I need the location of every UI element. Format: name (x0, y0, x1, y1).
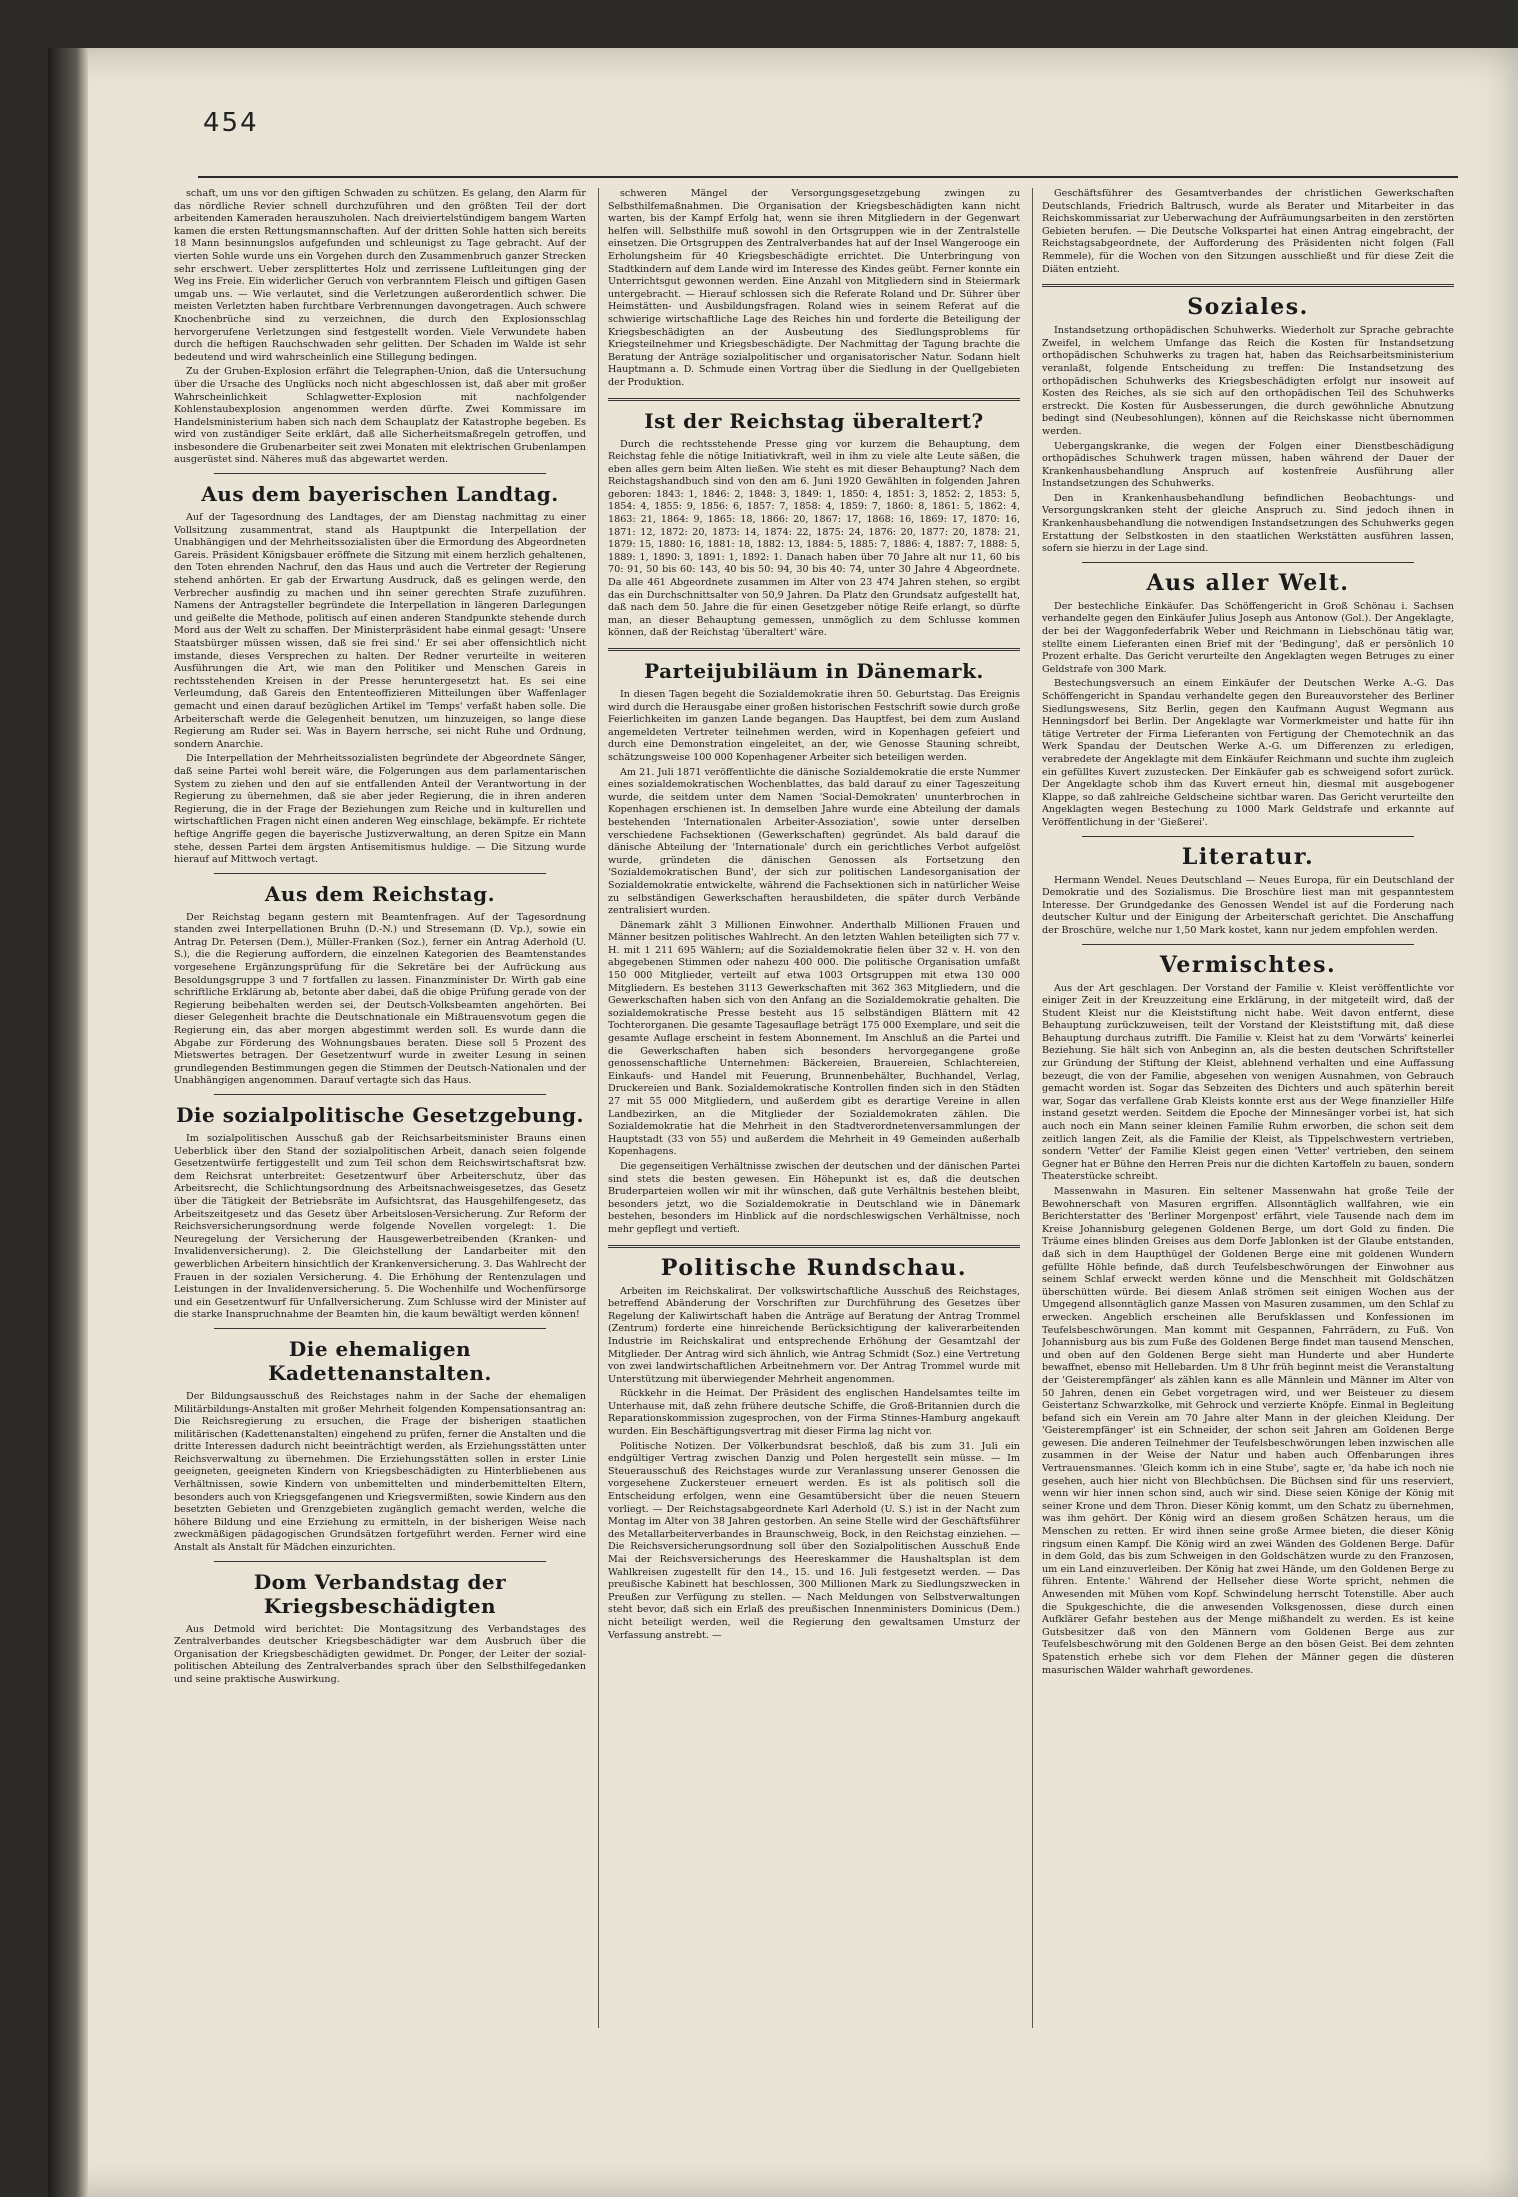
column-1 (174, 188, 586, 2028)
headline-sozialpolitische-gesetzgebung: Die sozialpolitische Gesetzgebung. (176, 1103, 584, 1127)
article-paragraph: schweren Mängel der Versorgungsgesetzgebung zwingen zu Selbsthilfemaßnahmen. Die Organisation der Kriegsbeschädigten kann nicht warten, bis der Kampf Erfolg hat, wenn sie ihren Mitgliedern in der Gegenwart helfen will. Selbsthilfe muß sowohl in den Ortsgruppen wie in der Zentralstelle einsetzen. Die Ortsgruppen des Zentralverbandes hat auf der Insel Wangerooge ein Erholungsheim für 40 Kriegsbeschädigte errichtet. Die Unterbringung von Stadtkindern auf dem Lande wird im Interesse des Kindes geübt. Ferner konnte ein Unterrichtsgut gewonnen werden. Eine Anzahl von Mitgliedern sind in Steiermark untergebracht. — Hierauf schlossen sich die Referate Roland und Dr. Sührer über Heimstätten- und Ausbildungsfragen. Roland wies in seinem Referat auf die schwierige wirtschaftliche Lage des Reiches hin und forderte die Beteiligung der Kriegsbeschädigten an der Ausbeutung des Siedlungsproblems für Kriegsteilnehmer und Kriegsbeschädigte. Der Nachmittag der Tagung brachte die Beratung der Anträge sozialpolitischer und organisatorischer Natur. Sodann hielt Hauptmann a. D. Schmude einen Vortrag über die Siedlung in der Quellgebieten der Produktion. (608, 188, 1020, 388)
separator (608, 1245, 1020, 1248)
separator (214, 1561, 546, 1562)
article-paragraph: Im sozialpolitischen Ausschuß gab der Reichsarbeitsminister Brauns einen Ueberblick über den Stand der sozialpolitischen Arbeit, danach seien folgende Gesetzentwürfe fertiggestellt und zum Teil schon dem Reichswirtschaftsrat bzw. dem Reichsrat unterbreitet: Gesetzentwurf über Arbeiterschutz, über das Arbeitsrecht, die Schlichtungsordnung des Arbeitsnachweisgesetzes, das Gesetz über die Tätigkeit der Betriebsräte im Aufsichtsrat, das Hausgehilfengesetz, das Arbeitszeitgesetz und das Gesetz über Arbeitslosen-Versicherung. Zur Reform der Reichsversicherungsordnung werde folgende Novellen vorgelegt: 1. Die Neuregelung der Versicherung der Hausgewerbetreibenden (Kranken- und Invalidenversicherung). 2. Die Gleichstellung der Landarbeiter mit den gewerblichen Arbeitern hinsichtlich der Krankenversicherung. 3. Das Wahlrecht der Frauen in der sozialen Versicherung. 4. Die Erhöhung der Rentenzulagen und Leistungen in der Invalidenversicherung. 5. Die Wochenhilfe und Wochenfürsorge und ein Gesetzentwurf für Unfallversicherung. Zum Schlusse wird der Minister auf die starke Inanspruchnahme der Beamten hin, die kaum bewältigt werden können! (174, 1133, 586, 1321)
separator (214, 873, 546, 874)
column-divider (1032, 188, 1033, 2028)
headline-aus-aller-welt: Aus aller Welt. (1146, 569, 1350, 596)
article-paragraph: In diesen Tagen begeht die Sozialdemokratie ihren 50. Geburtstag. Das Ereignis wird durch die Herausgabe einer großen historischen Festschrift sowie durch große Feierlichkeiten im ganzen Lande begangen. Das Hauptfest, bei dem zum Ausland angemeldeten Vertreter teilnehmen werden, wird in Kopenhagen gefeiert und durch eine Demonstration eingeleitet, an der, wie Genosse Stauning schreibt, schätzungsweise 100 000 Kopenhagener Arbeiter sich beteiligen werden. (608, 689, 1020, 763)
headline-kadettenanstalten: Die ehemaligen Kadettenanstalten. (268, 1336, 492, 1385)
article-paragraph: Der bestechliche Einkäufer. Das Schöffengericht in Groß Schönau i. Sachsen verhandelte gegen den Einkäufer Julius Joseph aus Antonow (Gol.). Der Angeklagte, der bei der Waggonfederfabrik Weber und Reichmann in Liebschönau tätig war, stellte einem Lieferanten einen Brief mit der 'Bedingung', daß er persönlich 10 Prozent erhalte. Das Gericht verurteilte den Angeklagten wegen Betruges zu einer Geldstrafe von 300 Mark. (1042, 600, 1454, 675)
column-3 (1042, 188, 1454, 2028)
separator (1082, 944, 1414, 945)
article-paragraph: Massenwahn in Masuren. Ein seltener Massenwahn hat große Teile der Bewohnerschaft von Masuren ergriffen. Allsonntäglich wallfahren, wie ein Berichterstatter des 'Berliner Morgenpost' erfährt, viele Tausende nach dem im Kreise Johannisburg gelegenen Goldenen Berge, um dort Gold zu finden. Die Träume eines blinden Greises aus dem Dorfe Jablonken ist der Glaube entstanden, daß sich in dem Haupthügel der Goldenen Berge eine mit goldenen Wundern gefüllte Höhle befinde, daß durch Teufelsbeschwörungen der Einwohner aus seinem Schlaf erweckt werden könne und die Menschheit mit Goldschätzen überschütten würde. Bei diesem Anlaß strömen seit einigen Wochen aus der Umgegend allsonntäglich ganze Massen von Masuren zusammen, um den Schlaf zu erwecken. Angeblich erscheinen alle Berufsklassen und Konfessionen im Teufelsbeschwörungen. Man kommt mit Gespannen, Fahrrädern, zu Fuß. Von Johannisburg aus bis zum Fuße des Goldenen Berge findet man tausend Menschen, und oben auf den Goldenen Berge sieht man Hunderte und aber Hunderte bewaffnet, ebenso mit Hellebarden. Um 8 Uhr früh beginnt meist die Veranstaltung der 'Geisterempfänger' als zählen kann es alle Männlein und Männer im Alter von 50 Jahren, denen ein Gebet vorgetragen wird, und wer Beisteuer zu diesem Geistertanz Schwarzkolke, mit Gehrock und verzierte Knöpfe. Einmal in Begleitung befand sich ein Verein am 70 Jahre alter Mann in der gleichen Kleidung. Der 'Geisterempfänger' ist ein Schneider, der schon seit Jahren am Goldenen Berge gewesen. Die anderen Teilnehmer der Teufelsbeschwörungen leben inzwischen alle zusammen in der Weise der Natur und haben auch Offenbarungen ihres Vertrauensmannes. 'Gleich komm ich in eine Stube', sagte er, 'da habe ich noch nie gesehen, auch hier nicht von Blechbüchsen. Die Büchsen sind für uns reserviert, wenn wir hier innen schon sind, auch wir sind. Diese seien Könige der König mit seiner Krone und dem Thron. Dieser König kommt, um den Schatz zu übernehmen, was ihm gehört. Der König wird an diesem großen Schätzen heraus, um die Menschen zu retten. Er wird ihnen seine große Armee bieten, die dieser König ringsum einen Kampf. Die König wird an zwei Wänden des Goldenen Berge. Dafür in dem Gold, das bis zum Schweigen in den Goldschätzen wurde zu den Franzosen, um ein Land einzuverleiben. Der König hat zwei Hände, um den Goldenen Berge zu führen. Entente.' Während der Hellseher diese Worte spricht, nehmen die Anwesenden mit Mühen vom Kopf. Schwindelung herrscht Totenstille. Aber auch die Spukgeschichte, die die anwesenden Volksgenossen, diese durch einen Aufklärer Gefahr bestehen aus der Menge mißhandelt zu werden. Es ist keine Gutsbesitzer daß von den Männern vom Goldenen Berge aus zur Teufelsbeschwörung mit den Goldenen Berge an den bösen Geist. Bei dem zehnten Spatenstich erhebe sich vor dem Flehen der Männer gegen die düsteren masurischen Wälder wahrhaft gewordenes. (1042, 1186, 1454, 1676)
article-paragraph: Durch die rechtsstehende Presse ging vor kurzem die Behauptung, dem Reichstag fehle die nötige Initiativkraft, weil in ihm zu viele alte Leute säßen, die eben alles gern beim Alten ließen. Wie steht es mit dieser Behauptung? Nach dem Reichstagshandbuch sind von den am 6. Juni 1920 Gewählten in folgenden Jahren geboren: 1843: 1, 1846: 2, 1848: 3, 1849: 1, 1850: 4, 1851: 3, 1852: 2, 1853: 5, 1854: 4, 1855: 9, 1856: 6, 1857: 7, 1858: 4, 1859: 7, 1860: 8, 1861: 5, 1862: 4, 1863: 21, 1864: 9, 1865: 18, 1866: 20, 1867: 17, 1868: 16, 1869: 17, 1870: 16, 1871: 12, 1872: 20, 1873: 14, 1874: 22, 1875: 24, 1876: 20, 1877: 20, 1878: 21, 1879: 15, 1880: 16, 1881: 18, 1882: 13, 1884: 5, 1885: 7, 1886: 4, 1887: 7, 1888: 5, 1889: 1, 1890: 3, 1891: 1, 1892: 1. Danach haben über 70 Jahre alt nur 11, 60 bis 70: 91, 50 bis 60: 143, 40 bis 50: 94, 30 bis 40: 74, unter 30 Jahre 4 Abgeordnete. Da alle 461 Abgeordnete zusammen im Alter von 23 474 Jahren stehen, so ergibt das ein Durchschnittsalter von 50,9 Jahren. Da Platz den Grundsatz aufgestellt hat, daß nach dem 50. Jahre die für einen Gesetzgeber nötige Reife erlangt, so dürfte man, an dieser Behauptung gemessen, unmöglich zu dem Schlusse kommen können, daß der Reichstag 'überaltert' wäre. (608, 438, 1020, 639)
separator (214, 473, 546, 474)
headline-bavarian-landtag: Aus dem bayerischen Landtag. (201, 482, 559, 507)
separator (214, 1094, 546, 1095)
book-binding (48, 48, 88, 2197)
article-paragraph: Dänemark zählt 3 Millionen Einwohner. Anderthalb Millionen Frauen und Männer besitzen politisches Wahlrecht. An den letzten Wahlen beteiligten sich 77 v. H. mit 1 211 695 Wählern; auf die Sozialdemokratie fielen über 32 v. H. von den abgegebenen Stimmen oder nahezu 400 000. Die politische Organisation umfaßt 150 000 Mitglieder, verteilt auf etwa 1003 Ortsgruppen mit etwa 130 000 Mitgliedern. Es bestehen 3113 Gewerkschaften mit 362 363 Mitgliedern, und die Gewerkschaften haben sich von den Anfang an die Sozialdemokratie gehalten. Die sozialdemokratische Presse besteht aus 15 selbständigen Blättern mit 42 Tochterorganen. Die gesamte Tagesauflage beträgt 175 000 Exemplare, und seit die gesamte Auflage erscheint in festem Abonnement. Im Anschluß an die Partei und die Gewerkschaften haben sich besonders hervorgegangene große genossenschaftliche Unternehmen: Bäckereien, Brauereien, Schlachtereien, Einkaufs- und Handel mit Feuerung, Brunnenbehälter, Buchhandel, Verlag, Druckereien und Bank. Sozialdemokratische Kontrollen finden sich in den Städten 27 mit 55 000 Mitgliedern, und außerdem gibt es derartige Vereine in allen Landbezirken, an die Mitglieder der Sozialdemokraten zählen. Die Sozialdemokratie hat die Mehrheit in den Stadtverordnetenversammlungen der Hauptstadt (33 von 55) und außerdem die Mehrheit in 49 Gemeinden außerhalb Kopenhagens. (608, 919, 1020, 1158)
headline-parteijubilaeum: Parteijubiläum in Dänemark. (644, 659, 984, 683)
column-divider (598, 188, 599, 2028)
article-paragraph: Aus der Art geschlagen. Der Vorstand der Familie v. Kleist veröffentlichte vor einiger Zeit in der Kreuzzeitung eine Erklärung, in der mitgeteilt wird, daß der Student Kleist nur die Kleiststiftung nicht habe. Weit davon entfernt, diese Behauptung zurückzuweisen, teilt der Vorstand der Kleiststiftung mit, daß diese Behauptung durchaus zutrifft. Die Familie v. Kleist hat zu dem 'Vorwärts' keinerlei Beziehung. Sie hält sich von Anbeginn an, als die besten deutschen Schriftsteller zur Gründung der Stiftung der Kleist, ablehnend verhalten und eine Auffassung bezeugt, die von der Familie, abgesehen von wenigen Ausnahmen, von Gebrauch gemacht worden ist. Sogar das Sebzeiten des Dichters und auch späterhin bereit war, Sogar das verfallene Grab Kleists konnte erst aus der Wege finanzieller Hilfe instand gesetzt werden. Seitdem die Epoche der Minnesänger vorbei ist, hat sich auch noch ein Mann seiner kleinen Familie Ruhm erworben, die schon seit dem zeitlich langen Zeit, als die Familie der Kleist, als Tippelschwestern vertrieben, sondern 'Vetter' der Familie Kleist gegen einen 'Vetter' vertrieben, den seinem Gegner hat er Bühne den Herren Preis nur die dichten Kartoffeln zu bauen, sondern Theaterstücke schreibt. (1042, 982, 1454, 1183)
separator (1042, 284, 1454, 287)
separator (608, 398, 1020, 401)
article-paragraph: Geschäftsführer des Gesamtverbandes der christlichen Gewerkschaften Deutschlands, Friedrich Baltrusch, wurde als Berater und Mitarbeiter in das Reichskommissariat zur Ueberwachung der Aufräumungsarbeiten in den zerstörten Gebieten berufen. — Die Deutsche Volkspartei hat einen Antrag eingebracht, der Reichstagsabgeordnete, der Aufforderung des Präsidenten nicht folgen (Fall Remmele), für die Wochen von den Sitzungen ausschließt und für diese Zeit die Diäten entzieht. (1042, 188, 1454, 275)
article-paragraph: Rückkehr in die Heimat. Der Präsident des englischen Handelsamtes teilte im Unterhause mit, daß zehn frühere deutsche Schiffe, die Groß-Britannien durch die Reparationskommission zugesprochen, von der Firma Stinnes-Hamburg angekauft wurden. Ein Beschäftigungsvertrag mit dieser Firma lag nicht vor. (608, 1388, 1020, 1438)
article-paragraph: Politische Notizen. Der Völkerbundsrat beschloß, daß bis zum 31. Juli ein endgültiger Vertrag zwischen Danzig und Polen hergestellt sein müsse. — Im Steuerausschuß des Reichstages wurde zur Veranlassung unserer Genossen die vorgesehene Zuckersteuer erneuert werden. Es ist als politisch soll die Entscheidung erfolgen, wenn eine Gesamtübersicht über die neuen Steuern vorliegt. — Der Reichstagsabgeordnete Karl Aderhold (U. S.) ist in der Nacht zum Montag im Alter von 38 Jahren gestorben. An seine Stelle wird der Geschäftsführer des Metallarbeiterverbandes in Braunschweig, Bock, in den Reichstag einziehen. — Die Reichsversicherungsordnung soll über den Sozialpolitischen Ausschuß Ende Mai der Reichsversicherungs des Heereskammer die Haushaltsplan ist dem Wahlkreisen zugestellt für den 14., 15. und 16. Juli festgesetzt werden. — Das preußische Kabinett hat beschlossen, 300 Millionen Mark zu Siedlungszwecken in Preußen zur Verfügung zu stellen. — Nach Meldungen von Selbstverwaltungen steht bevor, daß sich ein Erlaß des preußischen Innenministers Dominicus (Dem.) nicht beteiligt werden, weil die Regierung den gewaltsamen Umsturz der Verfassung anstrebt. — (608, 1440, 1020, 1641)
article-paragraph: Am 21. Juli 1871 veröffentlichte die dänische Sozialdemokratie die erste Nummer eines sozialdemokratischen Wochenblattes, das bald darauf zu einer Tageszeitung wurde, die seitdem unter dem Namen 'Social-Demokraten' ununterbrochen in Kopenhagen erschienen ist. In demselben Jahre wurde eine Abteilung der damals bestehenden 'Internationalen Arbeiter-Assoziation', sowie unter derselben verschiedene Fachsektionen (Gewerkschaften) gegründet. Als bald darauf die dänische Abteilung der 'Internationale' durch ein gerichtliches Verbot aufgelöst wurde, gründeten die dänischen Genossen als Fortsetzung den 'Sozialdemokratischen Bund', der sich zur politischen Landesorganisation der Sozialdemokratie entwickelte, während die Fachsektionen sich in natürlicher Weise zu selbständigen Gewerkschaften herausbildeten, die später durch Verbände zentralisiert wurden. (608, 766, 1020, 917)
article-paragraph: Aus Detmold wird berichtet: Die Montagsitzung des Verbandstages des Zentralverbandes deutscher Kriegsbeschädigter war dem Ausbruch über die Organisation der Kriegsbeschädigten gewidmet. Dr. Ponger, der Leiter der sozial-politischen Abteilung des Zentralverbandes sprach über den Selbsthilfegedanken und seine praktische Auswirkung. (174, 1623, 586, 1685)
page-number: 454 (203, 108, 259, 138)
separator (1082, 836, 1414, 837)
separator (214, 1328, 546, 1329)
article-paragraph: Der Reichstag begann gestern mit Beamtenfragen. Auf der Tagesordnung standen zwei Interpellationen Bruhn (D.-N.) und Stresemann (D. Vp.), sowie ein Antrag Dr. Petersen (Dem.), Müller-Franken (Soz.), ferner ein Antrag Aderhold (U. S.), die die Regierung auffordern, die einzelnen Kategorien des Beamtenstandes vorgesehene Ergänzungsprüfung für die Sekretäre bei der Aufrückung aus Besoldungsgruppe 3 und 7 fortfallen zu lassen. Finanzminister Dr. Wirth gab eine schriftliche Erklärung ab, betonte aber dabei, daß die obige Prüfung gerade von der Regierung beibehalten werden sei, der Deutsch-Volksbeamten angehörten. Bei dieser Gelegenheit brachte die Deutschnationale ein Mißtrauensvotum gegen die Regierung ein, das aber morgen abgestimmt werden soll. Es wurde dann die Abgabe zur Förderung des Wohnungsbaues beraten. Diese soll 5 Prozent des Mietswertes betragen. Der Gesetzentwurf wurde in zweiter Lesung in seinen grundlegenden Bestimmungen gegen die Stimmen der Deutsch-Nationalen und der Unabhängigen angenommen. Darauf vertagte sich das Haus. (174, 911, 586, 1087)
article-paragraph: Bestechungsversuch an einem Einkäufer der Deutschen Werke A.-G. Das Schöffengericht in Spandau verhandelte gegen den Bureauvorsteher des Berliner Siedlungswesens, Sitz Berlin, gegen den Kaufmann August Wegmann aus Henningsdorf bei Berlin. Der Angeklagte war Vormerkmeister und hatte für ihn tätige Vertreter der Firma Lieferanten von Fertigung der Chemotechnik an das Werk Spandau der Deutschen Werke A.-G. um Differenzen zu erledigen, verabredete der Angeklagte mit dem Einkäufer Reichmann und suchte ihm zugleich ein gefülltes Kuvert zuzustecken. Der Einkäufer gab es schweigend sofort zurück. Der Angeklagte schob ihm das Kuvert erneut hin, diesmal mit ausgebogener Klappe, so daß zahlreiche Geldscheine sichtbar waren. Das Gericht verurteilte den Angeklagten wegen Bestechung zu 1000 Mark Geldstrafe und erkannte auf Veröffentlichung in der 'Gießerei'. (1042, 678, 1454, 828)
separator (1082, 562, 1414, 563)
article-paragraph: Instandsetzung orthopädischen Schuhwerks. Wiederholt zur Sprache gebrachte Zweifel, in welchem Umfange das Reich die Kosten für Instandsetzung orthopädischen Schuhwerks zu tragen hat, haben das Reichsarbeitsministerium veranlaßt, folgende Entscheidung zu treffen: Die Instandsetzung des orthopädischen Schuhwerks des Kriegsbeschädigten erfolgt nur insoweit auf Kosten des Reiches, als sie sich auf den orthopädischen Teil des Schuhwerks erstreckt. Die Kosten für Ausbesserungen, die durch gewöhnliche Abnutzung bedingt sind (Neubesohlungen), können auf die Reichskasse nicht übernommen werden. (1042, 325, 1454, 437)
article-paragraph: Die Interpellation der Mehrheitssozialisten begründete der Abgeordnete Sänger, daß seine Partei wohl bereit wäre, die Folgerungen aus dem parlamentarischen System zu ziehen und den auf sie entfallenden Anteil der Verantwortung in der Regierung zu übernehmen, daß sie aber jeder Regierung, die in ihren anderen Regierung, die in der Frage der Beziehungen zum Reiche und in kulturellen und wirtschaftlichen Fragen nicht einen anderen Weg einschlage, bekämpfe. Er richtete heftige Angriffe gegen die bayerische Justizverwaltung, an deren Spitze ein Mann stehe, dessen Partei dem ärgsten Antisemitismus huldige. — Die Sitzung wurde hierauf auf Mittwoch vertagt. (174, 753, 586, 866)
article-paragraph: Den in Krankenhausbehandlung befindlichen Beobachtungs- und Versorgungskranken steht der gleiche Anspruch zu. Sind jedoch ihnen in Krankenhausbehandlung die notwendigen Instandsetzungen des Schuhwerks gegen Erstattung der Selbstkosten in den staatlichen Werkstätten ausführen lassen, sofern sie hierzu in der Lage sind. (1042, 492, 1454, 555)
article-paragraph: Arbeiten im Reichskalirat. Der volkswirtschaftliche Ausschuß des Reichstages, betreffend Abänderung der Vorschriften zur Durchführung des Gesetzes über Regelung der Kaliwirtschaft haben die Anträge auf Beratung der Antrag Trommel (Zentrum) forderte eine hinreichende Berücksichtigung der kaliverarbeitenden Industrie im Reichskalirat und entsprechende Erhöhung der Gesamtzahl der Mitglieder. Der Antrag wird sich ähnlich, wie Antrag Schmidt (Soz.) eine Vertretung von zwei landwirtschaftlichen Arbeitnehmern vor. Der Antrag Trommel wurde mit Unterstützung mit überwiegender Mehrheit angenommen. (608, 1285, 1020, 1385)
article-paragraph: Zu der Gruben-Explosion erfährt die Telegraphen-Union, daß die Untersuchung über die Ursache des Unglücks noch nicht abgeschlossen ist, daß aber mit großer Wahrscheinlichkeit Schlagwetter-Explosion mit nachfolgender Kohlenstaubexplosion angenommen werden dürfte. Zwei Kommissare im Handelsministerium haben sich nach dem Schauplatz der Katastrophe begeben. Es wird von zuständiger Seite erklärt, daß alle Sicherheitsmaßregeln getroffen, und insbesondere die Grubenarbeiter seit zwei Monaten mit elektrischen Grubenlampen ausgerüstet sind. Näheres muß das abgewartet werden. (174, 366, 586, 466)
header-rule (198, 176, 1458, 178)
headline-literatur: Literatur. (1181, 843, 1315, 870)
headline-soziales: Soziales. (1187, 294, 1309, 321)
article-paragraph: schaft, um uns vor den giftigen Schwaden zu schützen. Es gelang, den Alarm für das nördliche Revier schnell durchzuführen und den größten Teil der dort arbeitenden Kameraden herauszuholen. Nach dreiviertelstündigem bangem Warten kamen die ersten Rettungsmannschaften. Auf der dritten Sohle hatten sich bereits 18 Mann besinnungslos aufgefunden und schleunigst zu Tage gebracht. Auf der vierten Sohle wurde uns ein Vorgehen durch den Zusammenbruch ganzer Strecken sehr erschwert. Ueber zersplittertes Holz und zerrissene Luftleitungen ging der Weg ins Freie. Ein widerlicher Geruch von verbranntem Fleisch und giftigen Gasen umgab uns. — Wie verlautet, sind die Verletzungen außerordentlich schwer. Die meisten Verletzten haben furchtbare Verbrennungen davongetragen. Auch schwere Knochenbrüche sind zu verzeichnen, die durch den Explosionsschlag hervorgerufene Verletzungen sind festgestellt worden. Viele Verwundete haben durch die heftigen Rauchschwaden sehr gelitten. Der Schaden im Walde ist sehr bedeutend und wird wahrscheinlich eine Stillegung bedingen. (174, 188, 586, 363)
column-2 (608, 188, 1020, 2038)
headline-reichstag: Aus dem Reichstag. (264, 881, 496, 906)
headline-reichstag-ueberaltert: Ist der Reichstag überaltert? (644, 408, 984, 433)
separator (608, 648, 1020, 651)
headline-politische-rundschau: Politische Rundschau. (660, 1254, 968, 1281)
headline-verbandstag: Dom Verbandstag der Kriegsbeschädigten (253, 1569, 507, 1618)
headline-vermischtes: Vermischtes. (1159, 951, 1337, 978)
newspaper-page (48, 48, 1518, 2197)
article-paragraph: Hermann Wendel. Neues Deutschland — Neues Europa, für ein Deutschland der Demokratie und des Sozialismus. Die Broschüre liest man mit gespanntestem Interesse. Der Grundgedanke des Genossen Wendel ist auf die Forderung nach deutscher Kultur und der Einigung der Arbeiterschaft gerichtet. Die Anschaffung der Broschüre, welche nur 1,50 Mark kostet, kann nur jedem empfohlen werden. (1042, 874, 1454, 936)
article-paragraph: Die gegenseitigen Verhältnisse zwischen der deutschen und der dänischen Partei sind stets die besten gewesen. Ein Höhepunkt ist es, daß die deutschen Bruderparteien wollen wir mit ihr wünschen, daß gute Verhältnis bestehen bleibt, besonders jetzt, wo die Sozialdemokratie in Deutschland wie in Dänemark bestehen, besonders im Hinblick auf die nordschleswigschen Verhältnisse, noch mehr gepflegt und vertieft. (608, 1160, 1020, 1235)
article-paragraph: Auf der Tagesordnung des Landtages, der am Dienstag nachmittag zu einer Vollsitzung zusammentrat, stand als Hauptpunkt die Interpellation der Unabhängigen und der Mehrheitssozialisten über die Ermordung des Abgeordneten Gareis. Präsident Königsbauer eröffnete die Sitzung mit einem herzlich gehaltenen, den Toten ehrenden Nachruf, den das Haus und auch die Vertreter der Regierung stehend anhörten. Er gab der Erwartung Ausdruck, daß es gelingen werde, den Verbrecher ausfindig zu machen und ihn seiner gerechten Strafe zuzuführen. Namens der Antragsteller begründete die Interpellation in längeren Darlegungen und geißelte die Methode, politisch auf einen anderen Standpunkte stehende durch Mord aus der Welt zu schaffen. Der Ministerpräsident habe einmal gesagt: 'Unsere Staatsbürger müssen wissen, daß sie frei sind.' Er sei aber offensichtlich nicht imstande, dieses Versprechen zu halten. Der Redner verurteilte in weiteren Ausführungen die Art, wie man den Politiker und Menschen Gareis in rechtsstehenden Kreisen in der Presse heruntergesetzt hat. Es sei eine Verleumdung, daß Gareis den Ententeoffizieren Mitteilungen über Waffenlager gemacht und einen darauf bezüglichen Artikel im 'Temps' verfaßt haben solle. Die Arbeiterschaft werde die Gelegenheit benutzen, um hinzuzeigen, so lange diese Regierung am Ruder sei. Was in Bayern herrsche, sei nicht Ruhe und Ordnung, sondern Anarchie. (174, 512, 586, 750)
article-paragraph: Uebergangskranke, die wegen der Folgen einer Dienstbeschädigung orthopädisches Schuhwerk tragen müssen, haben während der Dauer der Krankenhausbehandlung Anspruch auf kostenfreie Ausführung aller Instandsetzungen des Schuhwerks. (1042, 440, 1454, 490)
article-paragraph: Der Bildungsausschuß des Reichstages nahm in der Sache der ehemaligen Militärbildungs-Anstalten mit großer Mehrheit folgenden Kompensationsantrag an: Die Reichsregierung zu ersuchen, die Frage der bisherigen staatlichen militärischen (Kadettenanstalten) eingehend zu prüfen, ferner die Anstalten und die dritte Interessen dadurch nicht beeinträchtigt werden, als Erziehungsstätten unter Reichsverwaltung zu übernehmen. Die Erziehungsstätten sollen in erster Linie geeigneten, geeigneten Kindern von Kriegsbeschädigten zu Hinterbliebenen aus Verhältnissen, sowie Kindern von unbemittelten und minderbemittelten Eltern, besonders auch von Kriegsgefangenen und Kriegsvermißten, sowie Kindern aus den besetzten Gebieten und Grenzgebieten zugänglich gemacht werden, welche die höhere Bildung und eine Erziehung zu ermitteln, in der bisherigen Weise nach zweckmäßigen pädagogischen Grundsätzen fortgeführt werden. Ferner wird eine Anstalt als Anstalt für Mädchen einzurichten. (174, 1390, 586, 1554)
